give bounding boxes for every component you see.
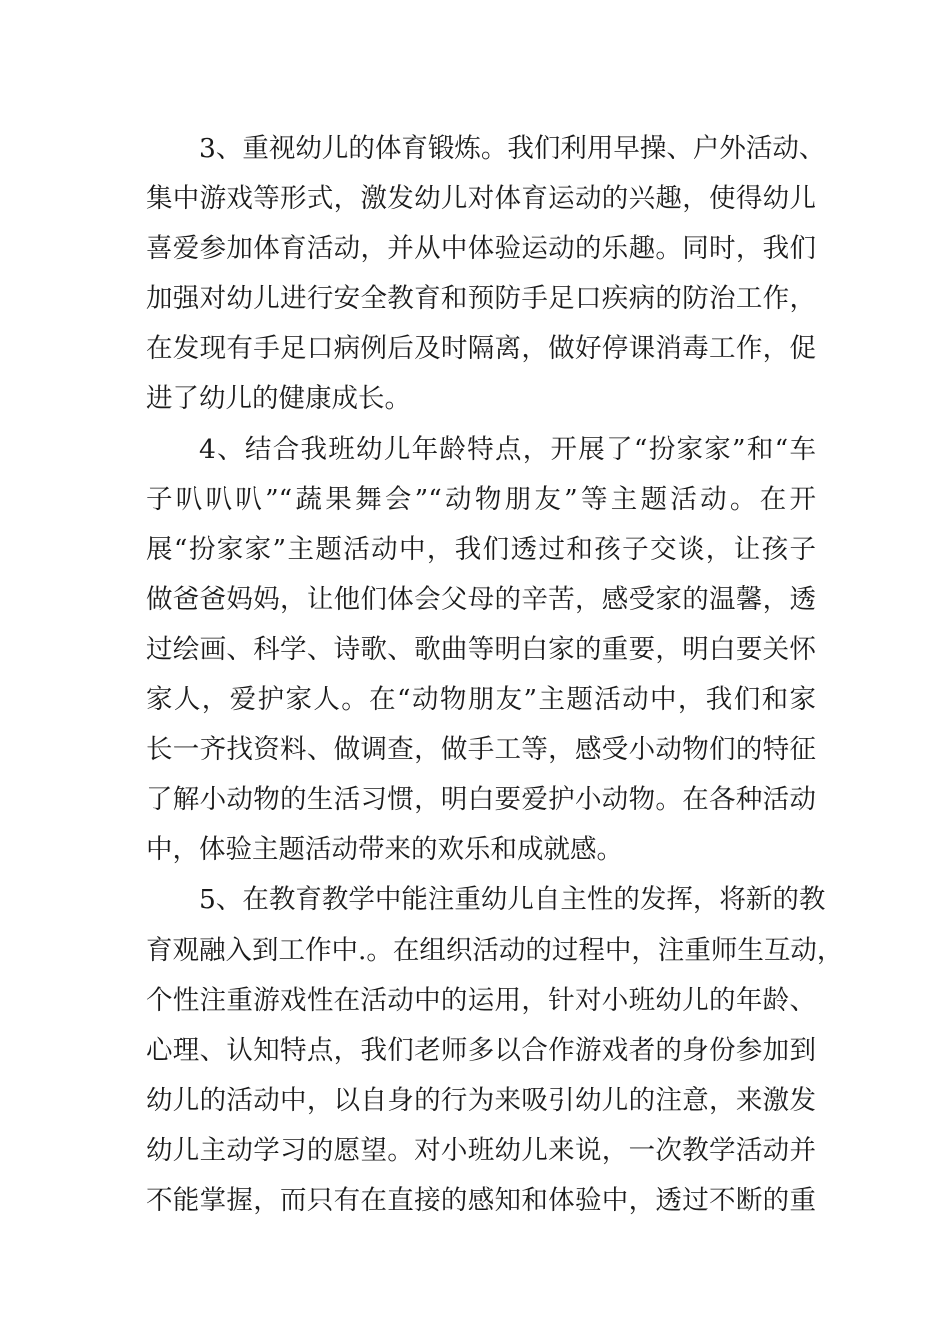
paragraph-4 — [146, 425, 816, 876]
paragraph-line: 喜爱参加体育活动，并从中体验运动的乐趣。同时，我们 — [146, 233, 816, 265]
paragraph-line: 中，体验主题活动带来的欢乐和成就感。 — [146, 834, 623, 866]
paragraph-line: 3、重视幼儿的体育锻炼。我们利用早操、户外活动、 — [199, 133, 826, 164]
paragraph-line: 子叭叭叭”“蔬果舞会”“动物朋友”等主题活动。在开 — [146, 483, 816, 515]
paragraph-line: 进了幼儿的健康成长。 — [146, 383, 411, 415]
paragraph-line: 育观融入到工作中.。在组织活动的过程中，注重师生互动， — [146, 934, 844, 966]
paragraph-line: 集中游戏等形式，激发幼儿对体育运动的兴趣，使得幼儿 — [146, 183, 816, 215]
paragraph-line: 做爸爸妈妈，让他们体会父母的辛苦，感受家的温馨，透 — [146, 583, 816, 615]
paragraph-line: 展“扮家家”主题活动中，我们透过和孩子交谈，让孩子 — [146, 533, 816, 565]
paragraph-line: 过绘画、科学、诗歌、歌曲等明白家的重要，明白要关怀 — [146, 633, 816, 665]
paragraph-3 — [146, 124, 826, 425]
paragraph-line: 加强对幼儿进行安全教育和预防手足口疾病的防治工作， — [146, 283, 816, 315]
paragraph-line: 个性注重游戏性在活动中的运用，针对小班幼儿的年龄、 — [146, 984, 816, 1016]
paragraph-line: 5、在教育教学中能注重幼儿自主性的发挥，将新的教 — [199, 884, 826, 916]
paragraph-line: 幼儿主动学习的愿望。对小班幼儿来说，一次教学活动并 — [146, 1134, 816, 1166]
paragraph-line: 心理、认知特点，我们老师多以合作游戏者的身份参加到 — [146, 1034, 816, 1066]
paragraph-line: 不能掌握，而只有在直接的感知和体验中，透过不断的重 — [146, 1184, 816, 1216]
paragraph-line: 4、结合我班幼儿年龄特点，开展了“扮家家”和“车 — [199, 433, 816, 465]
document-body — [146, 124, 844, 1226]
paragraph-line: 在发现有手足口病例后及时隔离，做好停课消毒工作，促 — [146, 333, 816, 365]
paragraph-line: 了解小动物的生活习惯，明白要爱护小动物。在各种活动 — [146, 784, 816, 816]
paragraph-line: 幼儿的活动中，以自身的行为来吸引幼儿的注意，来激发 — [146, 1084, 816, 1116]
paragraph-5 — [146, 875, 844, 1226]
paragraph-line: 长一齐找资料、做调查，做手工等，感受小动物们的特征 — [146, 734, 816, 766]
paragraph-line: 家人，爱护家人。在“动物朋友”主题活动中，我们和家 — [146, 684, 816, 716]
